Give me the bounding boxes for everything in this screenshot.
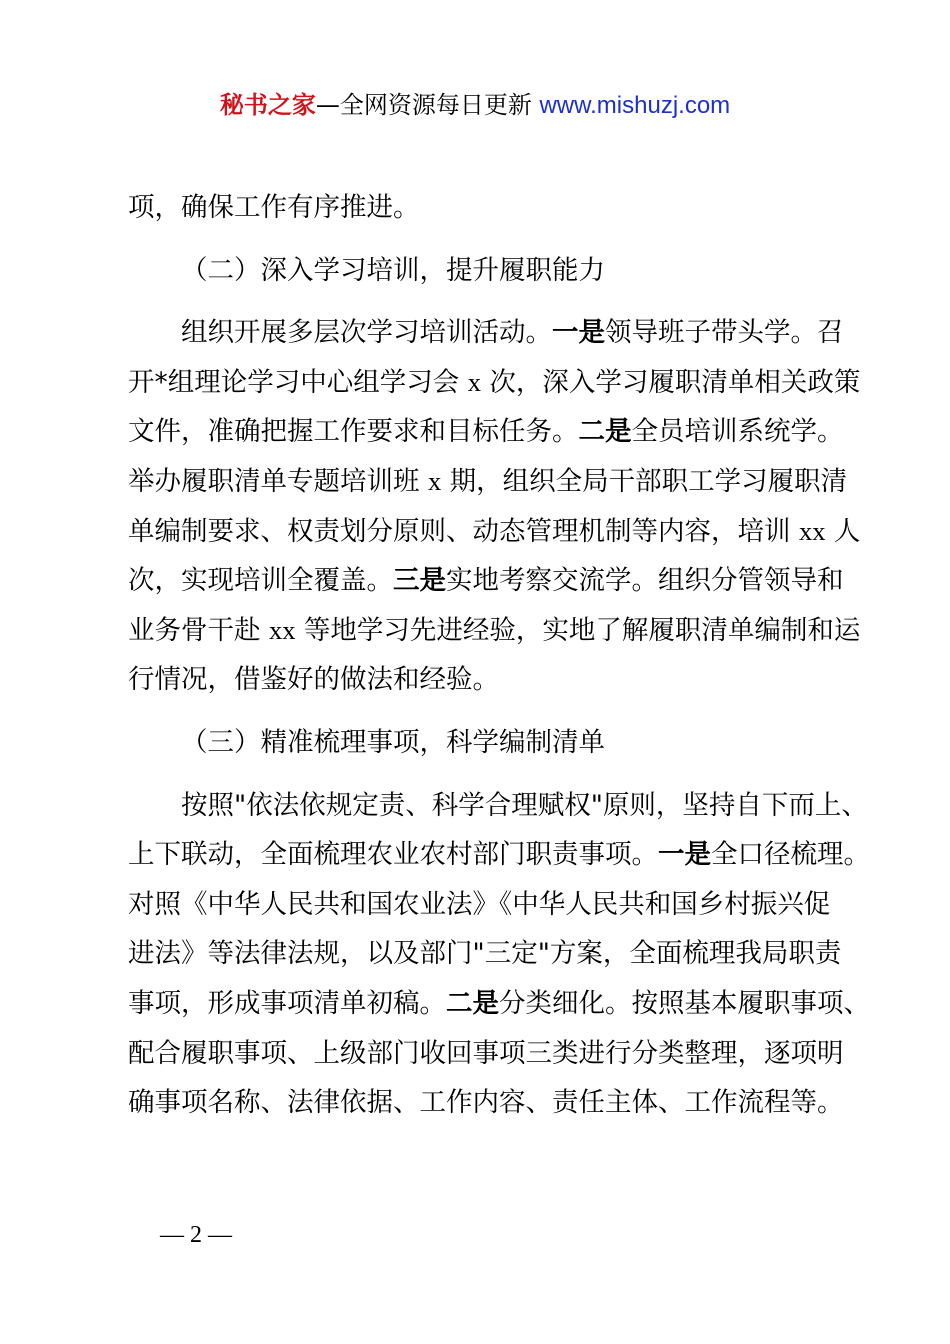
- header-tagline: —全网资源每日更新: [315, 91, 532, 119]
- paragraph-line: 业务骨干赴 xx 等地学习先进经验，实地了解履职清单编制和运: [128, 614, 861, 646]
- site-header: [0, 88, 950, 123]
- paragraph-line: 进法》等法律法规，以及部门"三定"方案，全面梳理我局职责: [128, 938, 842, 970]
- paragraph-line: 按照"依法依规定责、科学合理赋权"原则，坚持自下而上、: [181, 789, 868, 821]
- paragraph-line: 确事项名称、法律依据、工作内容、责任主体、工作流程等。: [128, 1087, 844, 1119]
- paragraph-line: 组织开展多层次学习培训活动。一是领导班子带头学。召: [181, 317, 844, 349]
- section-heading-2: （二）深入学习培训，提升履职能力: [181, 254, 605, 286]
- paragraph-line: 次，实现培训全覆盖。三是实地考察交流学。组织分管领导和: [128, 565, 844, 597]
- brand-name: 秘书之家: [219, 91, 316, 119]
- paragraph-line: 事项，形成事项清单初稿。二是分类细化。按照基本履职事项、: [128, 987, 870, 1019]
- paragraph-line: 上下联动，全面梳理农业农村部门职责事项。一是全口径梳理。: [128, 839, 870, 871]
- paragraph-line: 对照《中华人民共和国农业法》《中华人民共和国乡村振兴促: [128, 888, 831, 920]
- paragraph-line: 行情况，借鉴好的做法和经验。: [128, 664, 499, 696]
- paragraph-line: 单编制要求、权责划分原则、动态管理机制等内容，培训 xx 人: [128, 515, 861, 547]
- page-number: — 2 —: [160, 1222, 232, 1248]
- paragraph-line: 举办履职清单专题培训班 x 期，组织全局干部职工学习履职清: [128, 465, 848, 497]
- paragraph-line: 项，确保工作有序推进。: [128, 192, 420, 223]
- section-heading-3: （三）精准梳理事项，科学编制清单: [181, 726, 605, 758]
- paragraph-line: 开*组理论学习中心组学习会 x 次，深入学习履职清单相关政策: [128, 366, 861, 398]
- document-body: [128, 183, 870, 1128]
- paragraph-line: 配合履职事项、上级部门收回事项三类进行分类整理，逐项明: [128, 1037, 844, 1069]
- site-url[interactable]: www.mishuzj.com: [539, 92, 731, 119]
- paragraph-line: 文件，准确把握工作要求和目标任务。二是全员培训系统学。: [128, 416, 844, 448]
